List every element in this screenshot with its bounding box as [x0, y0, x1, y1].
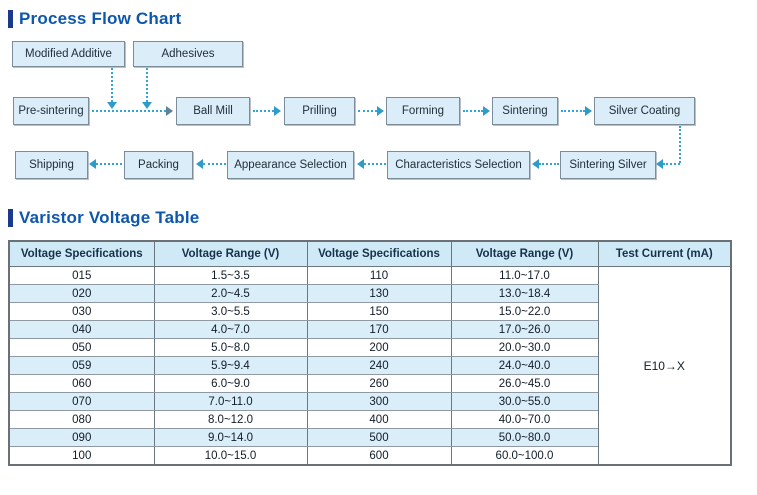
cell-test-current: E10→X [598, 267, 731, 466]
cell-range-right: 13.0~18.4 [451, 285, 598, 303]
cell-spec-right: 400 [307, 411, 451, 429]
header-voltage-specifications-left: Voltage Specifications [9, 241, 154, 267]
flow-box-label: Shipping [29, 159, 74, 171]
flow-box-prilling [284, 97, 355, 125]
flow-box-label: Ball Mill [193, 105, 233, 117]
cell-range-left: 1.5~3.5 [154, 267, 307, 285]
cell-range-right: 26.0~45.0 [451, 375, 598, 393]
flow-box-pre-sintering [13, 97, 89, 125]
arrow-presintering-ballmill [92, 110, 166, 112]
cell-spec-right: 200 [307, 339, 451, 357]
flow-box-label: Appearance Selection [234, 159, 347, 171]
header-test-current: Test Current (mA) [598, 241, 731, 267]
flow-box-appearance-selection [227, 151, 354, 179]
arrow-forming-sintering [463, 110, 483, 112]
cell-range-right: 50.0~80.0 [451, 429, 598, 447]
flow-box-label: Adhesives [161, 48, 215, 60]
flow-box-forming [386, 97, 460, 125]
arrowhead-left-icon [656, 159, 663, 169]
cell-spec-right: 260 [307, 375, 451, 393]
cell-range-left: 5.0~8.0 [154, 339, 307, 357]
arrowhead-down-icon [142, 102, 152, 109]
cell-spec-right: 110 [307, 267, 451, 285]
arrowhead-right-icon [274, 106, 281, 116]
cell-spec-left: 030 [9, 303, 154, 321]
flow-chart-title-text: Process Flow Chart [19, 9, 182, 28]
cell-spec-right: 130 [307, 285, 451, 303]
flow-box-label: Sintering [502, 105, 548, 117]
arrowhead-left-icon [532, 159, 539, 169]
arrow-prilling-forming [358, 110, 377, 112]
flow-box-label: Sintering Silver [569, 159, 647, 171]
flow-box-label: Forming [401, 105, 445, 117]
flow-box-sintering [492, 97, 558, 125]
flow-box-characteristics-selection [387, 151, 530, 179]
cell-spec-right: 170 [307, 321, 451, 339]
cell-range-right: 24.0~40.0 [451, 357, 598, 375]
voltage-table-title-text: Varistor Voltage Table [19, 208, 200, 227]
arrow-ballmill-prilling [253, 110, 274, 112]
flow-box-label: Modified Additive [25, 48, 112, 60]
arrow-into-sintering-silver [663, 163, 680, 165]
cell-range-right: 60.0~100.0 [451, 447, 598, 466]
flow-box-silver-coating [594, 97, 695, 125]
cell-spec-right: 600 [307, 447, 451, 466]
title-bar-icon [8, 209, 13, 227]
arrow-sinteringsilver-characteristics [539, 163, 559, 165]
flow-box-packing [124, 151, 193, 179]
flow-box-label: Characteristics Selection [395, 159, 522, 171]
voltage-table-body [9, 267, 731, 466]
arrowhead-right-icon [585, 106, 592, 116]
title-bar-icon [8, 10, 13, 28]
arrowhead-left-icon [89, 159, 96, 169]
cell-range-left: 2.0~4.5 [154, 285, 307, 303]
flow-box-label: Pre-sintering [18, 105, 84, 117]
voltage-table-title [8, 207, 199, 229]
arrowhead-left-icon [357, 159, 364, 169]
arrow-characteristics-appearance [364, 163, 386, 165]
cell-spec-left: 020 [9, 285, 154, 303]
cell-spec-left: 040 [9, 321, 154, 339]
cell-range-left: 3.0~5.5 [154, 303, 307, 321]
flow-box-modified-additive [12, 41, 125, 67]
cell-spec-right: 150 [307, 303, 451, 321]
cell-range-left: 10.0~15.0 [154, 447, 307, 466]
arrow-sintering-silvercoating [561, 110, 585, 112]
arrowhead-right-icon [166, 106, 173, 116]
flow-box-sintering-silver [560, 151, 656, 179]
cell-spec-right: 500 [307, 429, 451, 447]
arrowhead-right-icon [483, 106, 490, 116]
header-voltage-specifications-right: Voltage Specifications [307, 241, 451, 267]
cell-range-right: 17.0~26.0 [451, 321, 598, 339]
cell-spec-right: 240 [307, 357, 451, 375]
cell-range-left: 8.0~12.0 [154, 411, 307, 429]
header-voltage-range-right: Voltage Range (V) [451, 241, 598, 267]
arrow-packing-shipping [96, 163, 122, 165]
flow-box-label: Packing [138, 159, 179, 171]
table-header-row [9, 241, 731, 267]
arrowhead-right-icon [377, 106, 384, 116]
cell-spec-right: 300 [307, 393, 451, 411]
cell-spec-left: 060 [9, 375, 154, 393]
cell-range-right: 40.0~70.0 [451, 411, 598, 429]
flow-chart-title [8, 8, 181, 30]
arrow-adhesives-down [146, 68, 148, 102]
cell-spec-left: 080 [9, 411, 154, 429]
cell-range-right: 20.0~30.0 [451, 339, 598, 357]
cell-range-right: 15.0~22.0 [451, 303, 598, 321]
arrow-modified-additive-down [111, 68, 113, 102]
voltage-table [8, 240, 730, 466]
cell-range-left: 4.0~7.0 [154, 321, 307, 339]
arrow-silvercoating-down [679, 126, 681, 163]
arrowhead-left-icon [196, 159, 203, 169]
flow-box-adhesives [133, 41, 243, 67]
flow-box-shipping [15, 151, 88, 179]
arrowhead-down-icon [107, 102, 117, 109]
header-voltage-range-left: Voltage Range (V) [154, 241, 307, 267]
flow-box-ball-mill [176, 97, 250, 125]
cell-range-left: 7.0~11.0 [154, 393, 307, 411]
arrow-appearance-packing [203, 163, 226, 165]
cell-range-right: 11.0~17.0 [451, 267, 598, 285]
cell-spec-left: 100 [9, 447, 154, 466]
cell-spec-left: 070 [9, 393, 154, 411]
cell-range-left: 5.9~9.4 [154, 357, 307, 375]
cell-spec-left: 090 [9, 429, 154, 447]
cell-spec-left: 050 [9, 339, 154, 357]
table-row [9, 267, 731, 285]
cell-range-left: 6.0~9.0 [154, 375, 307, 393]
cell-spec-left: 015 [9, 267, 154, 285]
cell-range-left: 9.0~14.0 [154, 429, 307, 447]
flow-box-label: Prilling [302, 105, 337, 117]
cell-spec-left: 059 [9, 357, 154, 375]
cell-range-right: 30.0~55.0 [451, 393, 598, 411]
flow-box-label: Silver Coating [608, 105, 681, 117]
